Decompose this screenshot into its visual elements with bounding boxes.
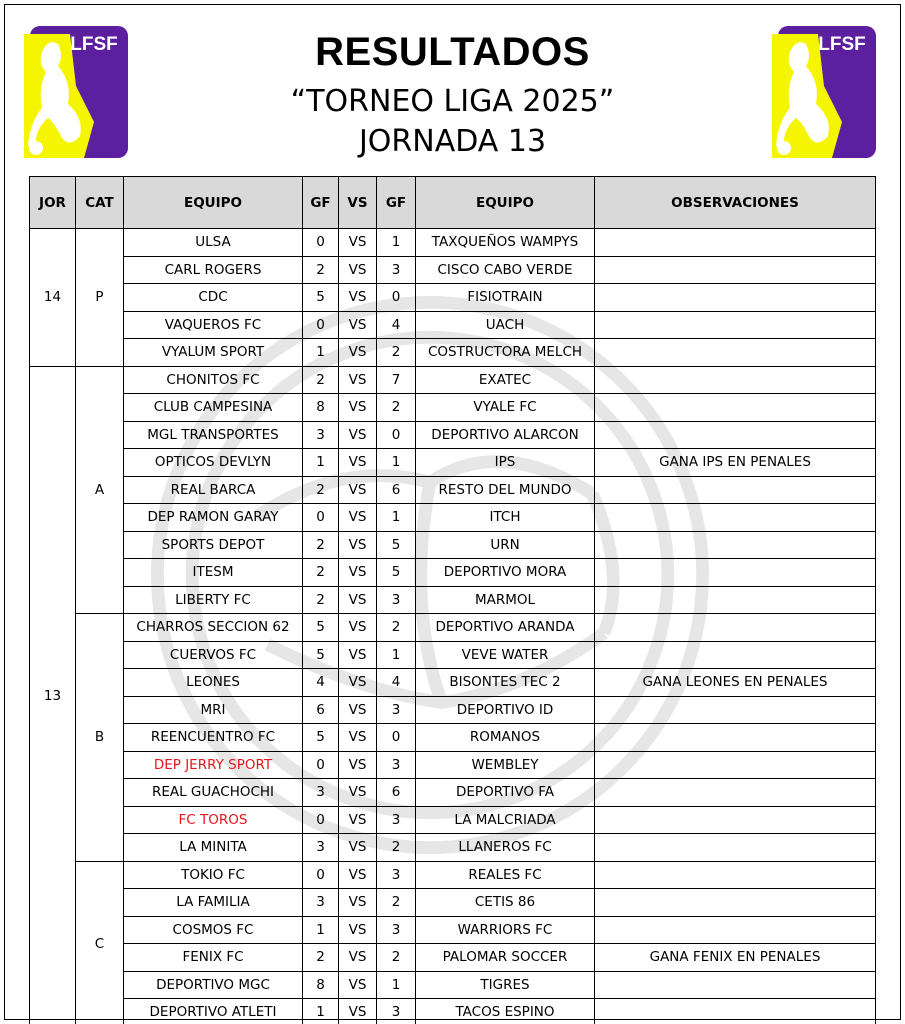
- table-row: [30, 806, 876, 834]
- away-goals-cell: 2: [377, 889, 416, 917]
- home-team-cell: DEPORTIVO MGC: [124, 971, 303, 999]
- away-team-cell: URN: [416, 531, 595, 559]
- observations-cell: [595, 861, 876, 889]
- table-row: [30, 751, 876, 779]
- home-goals-cell: 0: [303, 311, 339, 339]
- observations-cell: [595, 916, 876, 944]
- home-goals-cell: 4: [303, 669, 339, 697]
- home-goals-cell: 2: [303, 366, 339, 394]
- away-goals-cell: 4: [377, 669, 416, 697]
- table-row: [30, 614, 876, 642]
- home-goals-cell: 0: [303, 806, 339, 834]
- observations-cell: [595, 586, 876, 614]
- vs-cell: VS: [339, 971, 377, 999]
- home-team-cell: LEONES: [124, 669, 303, 697]
- vs-cell: VS: [339, 531, 377, 559]
- col-header-home-goals: GF: [303, 177, 339, 229]
- home-goals-cell: 3: [303, 779, 339, 807]
- observations-cell: [595, 284, 876, 312]
- home-goals-cell: 3: [303, 889, 339, 917]
- table-row: [30, 339, 876, 367]
- away-team-cell: ITCH: [416, 504, 595, 532]
- vs-cell: VS: [339, 751, 377, 779]
- home-goals-cell: 0: [303, 751, 339, 779]
- home-goals-cell: 6: [303, 696, 339, 724]
- table-row: [30, 889, 876, 917]
- away-goals-cell: 2: [377, 394, 416, 422]
- home-team-cell: ITESM: [124, 559, 303, 587]
- away-goals-cell: 6: [377, 779, 416, 807]
- tournament-subtitle: “TORNEO LIGA 2025”: [290, 84, 615, 119]
- away-team-cell: TAXQUEÑOS WAMPYS: [416, 229, 595, 257]
- home-goals-cell: 8: [303, 394, 339, 422]
- vs-cell: VS: [339, 861, 377, 889]
- observations-cell: [595, 559, 876, 587]
- away-goals-cell: 0: [377, 421, 416, 449]
- home-goals-cell: 2: [303, 531, 339, 559]
- col-header-home-team: EQUIPO: [124, 177, 303, 229]
- away-team-cell: RESTO DEL MUNDO: [416, 476, 595, 504]
- svg-text:LFSF: LFSF: [70, 34, 118, 55]
- away-team-cell: BISONTES TEC 2: [416, 669, 595, 697]
- vs-cell: VS: [339, 449, 377, 477]
- observations-cell: [595, 421, 876, 449]
- away-goals-cell: 0: [377, 724, 416, 752]
- table-row: [30, 476, 876, 504]
- observations-cell: [595, 696, 876, 724]
- away-goals-cell: 3: [377, 751, 416, 779]
- away-team-cell: COSTRUCTORA MELCH: [416, 339, 595, 367]
- away-goals-cell: 2: [377, 944, 416, 972]
- away-goals-cell: 6: [377, 476, 416, 504]
- away-team-cell: MARMOL: [416, 586, 595, 614]
- away-goals-cell: 3: [377, 696, 416, 724]
- home-team-cell: MRI: [124, 696, 303, 724]
- home-goals-cell: 2: [303, 944, 339, 972]
- observations-cell: [595, 394, 876, 422]
- results-table: [29, 176, 876, 1024]
- away-team-cell: PALOMAR SOCCER: [416, 944, 595, 972]
- observations-cell: [595, 889, 876, 917]
- away-goals-cell: 0: [377, 284, 416, 312]
- vs-cell: VS: [339, 834, 377, 862]
- jornada-cell: 13: [30, 366, 76, 1024]
- home-team-cell: VAQUEROS FC: [124, 311, 303, 339]
- away-goals-cell: 3: [377, 256, 416, 284]
- col-header-jor: JOR: [30, 177, 76, 229]
- away-team-cell: WARRIORS FC: [416, 916, 595, 944]
- away-team-cell: EXATEC: [416, 366, 595, 394]
- home-team-cell: LA FAMILIA: [124, 889, 303, 917]
- table-row: [30, 559, 876, 587]
- observations-cell: [595, 999, 876, 1024]
- vs-cell: VS: [339, 724, 377, 752]
- vs-cell: VS: [339, 559, 377, 587]
- home-team-cell: DEP JERRY SPORT: [124, 751, 303, 779]
- home-team-cell: COSMOS FC: [124, 916, 303, 944]
- home-team-cell: SPORTS DEPOT: [124, 531, 303, 559]
- away-team-cell: REALES FC: [416, 861, 595, 889]
- vs-cell: VS: [339, 806, 377, 834]
- away-goals-cell: 1: [377, 449, 416, 477]
- away-goals-cell: 3: [377, 916, 416, 944]
- observations-cell: GANA LEONES EN PENALES: [595, 669, 876, 697]
- away-goals-cell: 3: [377, 861, 416, 889]
- vs-cell: VS: [339, 669, 377, 697]
- home-team-cell: VYALUM SPORT: [124, 339, 303, 367]
- home-goals-cell: 1: [303, 339, 339, 367]
- away-team-cell: ROMANOS: [416, 724, 595, 752]
- home-goals-cell: 0: [303, 504, 339, 532]
- table-row: [30, 971, 876, 999]
- home-goals-cell: 2: [303, 256, 339, 284]
- vs-cell: VS: [339, 614, 377, 642]
- home-goals-cell: 1: [303, 449, 339, 477]
- vs-cell: VS: [339, 229, 377, 257]
- home-goals-cell: 8: [303, 971, 339, 999]
- vs-cell: VS: [339, 394, 377, 422]
- table-header-row: [30, 177, 876, 229]
- table-row: [30, 944, 876, 972]
- vs-cell: VS: [339, 944, 377, 972]
- col-header-away-goals: GF: [377, 177, 416, 229]
- away-goals-cell: 7: [377, 366, 416, 394]
- observations-cell: [595, 834, 876, 862]
- vs-cell: VS: [339, 339, 377, 367]
- away-goals-cell: 1: [377, 971, 416, 999]
- vs-cell: VS: [339, 916, 377, 944]
- home-team-cell: CDC: [124, 284, 303, 312]
- vs-cell: VS: [339, 421, 377, 449]
- col-header-observations: OBSERVACIONES: [595, 177, 876, 229]
- observations-cell: [595, 504, 876, 532]
- table-row: [30, 531, 876, 559]
- table-row: [30, 366, 876, 394]
- away-team-cell: CETIS 86: [416, 889, 595, 917]
- home-team-cell: TOKIO FC: [124, 861, 303, 889]
- observations-cell: [595, 366, 876, 394]
- home-team-cell: ULSA: [124, 229, 303, 257]
- table-row: [30, 421, 876, 449]
- table-row: [30, 999, 876, 1024]
- observations-cell: [595, 256, 876, 284]
- table-row: [30, 861, 876, 889]
- observations-cell: [595, 724, 876, 752]
- home-team-cell: LA MINITA: [124, 834, 303, 862]
- home-goals-cell: 1: [303, 999, 339, 1024]
- away-team-cell: LLANEROS FC: [416, 834, 595, 862]
- away-goals-cell: 1: [377, 229, 416, 257]
- home-goals-cell: 3: [303, 834, 339, 862]
- table-row: [30, 504, 876, 532]
- table-row: [30, 916, 876, 944]
- home-goals-cell: 0: [303, 861, 339, 889]
- observations-cell: [595, 311, 876, 339]
- home-goals-cell: 3: [303, 421, 339, 449]
- away-team-cell: LA MALCRIADA: [416, 806, 595, 834]
- observations-cell: [595, 229, 876, 257]
- away-team-cell: VYALE FC: [416, 394, 595, 422]
- away-team-cell: WEMBLEY: [416, 751, 595, 779]
- away-team-cell: VEVE WATER: [416, 641, 595, 669]
- observations-cell: [595, 806, 876, 834]
- home-team-cell: MGL TRANSPORTES: [124, 421, 303, 449]
- table-row: [30, 724, 876, 752]
- vs-cell: VS: [339, 779, 377, 807]
- observations-cell: GANA IPS EN PENALES: [595, 449, 876, 477]
- away-goals-cell: 4: [377, 311, 416, 339]
- home-goals-cell: 0: [303, 229, 339, 257]
- home-goals-cell: 5: [303, 641, 339, 669]
- category-cell: C: [76, 861, 124, 1024]
- page-title: RESULTADOS: [315, 30, 590, 74]
- table-row: [30, 779, 876, 807]
- home-team-cell: FC TOROS: [124, 806, 303, 834]
- home-team-cell: CUERVOS FC: [124, 641, 303, 669]
- away-team-cell: TACOS ESPINO: [416, 999, 595, 1024]
- vs-cell: VS: [339, 476, 377, 504]
- header: [0, 0, 905, 175]
- vs-cell: VS: [339, 311, 377, 339]
- away-team-cell: TIGRES: [416, 971, 595, 999]
- away-goals-cell: 2: [377, 339, 416, 367]
- observations-cell: [595, 614, 876, 642]
- away-goals-cell: 3: [377, 586, 416, 614]
- away-goals-cell: 3: [377, 999, 416, 1024]
- home-team-cell: CHARROS SECCION 62: [124, 614, 303, 642]
- away-goals-cell: 1: [377, 504, 416, 532]
- observations-cell: [595, 531, 876, 559]
- away-goals-cell: 2: [377, 614, 416, 642]
- away-goals-cell: 3: [377, 806, 416, 834]
- away-goals-cell: 1: [377, 641, 416, 669]
- home-team-cell: REENCUENTRO FC: [124, 724, 303, 752]
- col-header-away-team: EQUIPO: [416, 177, 595, 229]
- home-team-cell: CLUB CAMPESINA: [124, 394, 303, 422]
- home-team-cell: OPTICOS DEVLYN: [124, 449, 303, 477]
- away-team-cell: DEPORTIVO ALARCON: [416, 421, 595, 449]
- home-goals-cell: 5: [303, 284, 339, 312]
- away-team-cell: DEPORTIVO FA: [416, 779, 595, 807]
- col-header-vs: VS: [339, 177, 377, 229]
- observations-cell: [595, 779, 876, 807]
- vs-cell: VS: [339, 641, 377, 669]
- away-goals-cell: 2: [377, 834, 416, 862]
- home-goals-cell: 5: [303, 724, 339, 752]
- category-cell: B: [76, 614, 124, 862]
- observations-cell: [595, 751, 876, 779]
- vs-cell: VS: [339, 889, 377, 917]
- results-body: [30, 229, 876, 1024]
- away-team-cell: IPS: [416, 449, 595, 477]
- table-row: [30, 284, 876, 312]
- home-team-cell: FENIX FC: [124, 944, 303, 972]
- home-goals-cell: 2: [303, 476, 339, 504]
- home-team-cell: DEPORTIVO ATLETI: [124, 999, 303, 1024]
- away-team-cell: UACH: [416, 311, 595, 339]
- vs-cell: VS: [339, 284, 377, 312]
- home-team-cell: REAL BARCA: [124, 476, 303, 504]
- table-row: [30, 311, 876, 339]
- vs-cell: VS: [339, 696, 377, 724]
- table-row: [30, 229, 876, 257]
- away-team-cell: DEPORTIVO MORA: [416, 559, 595, 587]
- home-goals-cell: 2: [303, 559, 339, 587]
- table-row: [30, 669, 876, 697]
- away-team-cell: FISIOTRAIN: [416, 284, 595, 312]
- category-cell: A: [76, 366, 124, 614]
- home-goals-cell: 2: [303, 586, 339, 614]
- table-row: [30, 394, 876, 422]
- vs-cell: VS: [339, 256, 377, 284]
- table-row: [30, 586, 876, 614]
- vs-cell: VS: [339, 504, 377, 532]
- table-row: [30, 641, 876, 669]
- home-goals-cell: 5: [303, 614, 339, 642]
- away-team-cell: CISCO CABO VERDE: [416, 256, 595, 284]
- observations-cell: [595, 476, 876, 504]
- home-goals-cell: 1: [303, 916, 339, 944]
- vs-cell: VS: [339, 366, 377, 394]
- svg-text:LFSF: LFSF: [818, 34, 866, 55]
- away-team-cell: DEPORTIVO ARANDA: [416, 614, 595, 642]
- home-team-cell: DEP RAMON GARAY: [124, 504, 303, 532]
- col-header-cat: CAT: [76, 177, 124, 229]
- away-goals-cell: 5: [377, 531, 416, 559]
- table-row: [30, 256, 876, 284]
- category-cell: P: [76, 229, 124, 367]
- observations-cell: [595, 339, 876, 367]
- away-goals-cell: 5: [377, 559, 416, 587]
- home-team-cell: LIBERTY FC: [124, 586, 303, 614]
- vs-cell: VS: [339, 999, 377, 1024]
- table-row: [30, 834, 876, 862]
- away-team-cell: DEPORTIVO ID: [416, 696, 595, 724]
- home-team-cell: CARL ROGERS: [124, 256, 303, 284]
- jornada-cell: 14: [30, 229, 76, 367]
- observations-cell: [595, 641, 876, 669]
- observations-cell: [595, 971, 876, 999]
- home-team-cell: CHONITOS FC: [124, 366, 303, 394]
- table-row: [30, 696, 876, 724]
- vs-cell: VS: [339, 586, 377, 614]
- home-team-cell: REAL GUACHOCHI: [124, 779, 303, 807]
- observations-cell: GANA FENIX EN PENALES: [595, 944, 876, 972]
- table-row: [30, 449, 876, 477]
- jornada-label: JORNADA 13: [358, 124, 547, 159]
